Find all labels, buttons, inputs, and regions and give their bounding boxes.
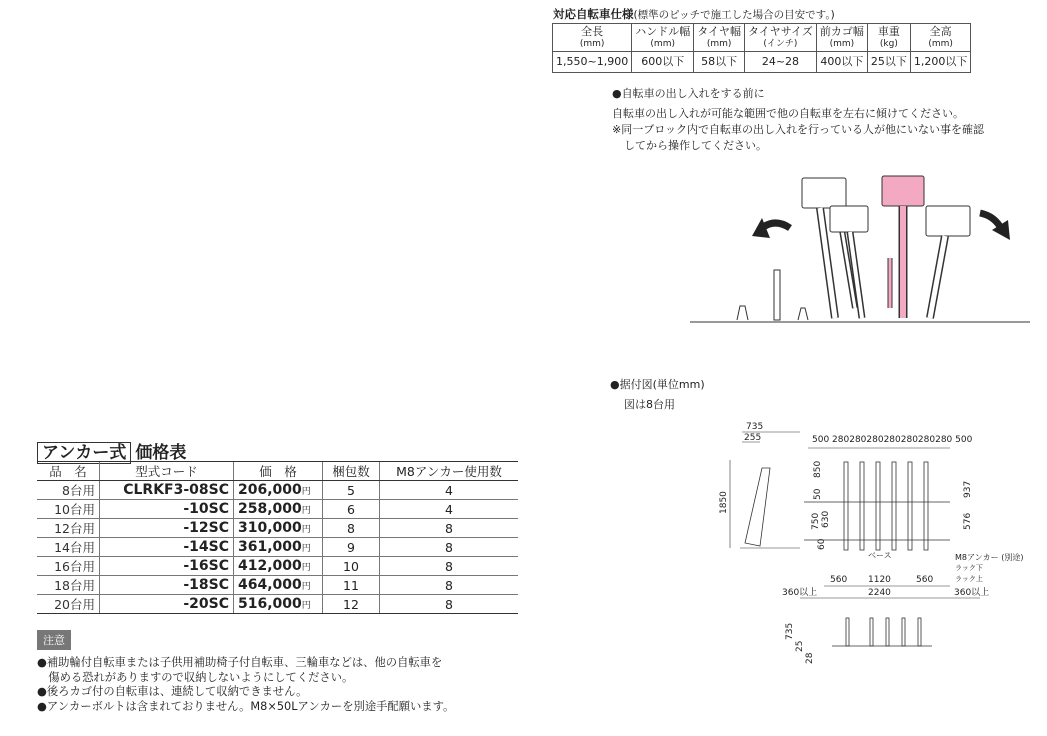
label-anchor: M8アンカー (別途) bbox=[955, 553, 1024, 562]
bicycle-pink bbox=[882, 176, 924, 318]
price-heading-text: 価格表 bbox=[135, 443, 187, 463]
dim-560-a: 560 bbox=[830, 575, 848, 585]
bicycle-illustration bbox=[690, 158, 1030, 328]
price-heading-boxed: アンカー式 bbox=[37, 442, 131, 464]
dim-1850: 1850 bbox=[719, 491, 729, 514]
spec-table bbox=[552, 23, 971, 73]
dim-560-b: 560 bbox=[916, 575, 934, 585]
dim-60: 60 bbox=[817, 538, 827, 550]
spec-value-basket: 400以下 bbox=[816, 52, 867, 73]
tilt-left-arrow bbox=[762, 223, 790, 228]
dim-2240: 2240 bbox=[868, 588, 891, 598]
dim-50: 50 bbox=[813, 488, 823, 500]
notes-line-1: 自転車の出し入れが可能な範囲で他の自転車を左右に傾けてください。 bbox=[612, 107, 964, 120]
plan-view-racks bbox=[804, 462, 950, 550]
label-base: ベース bbox=[868, 551, 892, 560]
spec-value-length: 1,550~1,900 bbox=[553, 52, 632, 73]
spec-value-height: 1,200以下 bbox=[910, 52, 971, 73]
notes-line-2: ※同一ブロック内で自転車の出し入れを行っている人が他にいない事を確認 bbox=[612, 123, 984, 136]
dim-255: 255 bbox=[744, 433, 762, 443]
dim-top-pitch: 500 280280280280280280280 500 bbox=[812, 435, 973, 445]
price-heading bbox=[37, 438, 186, 463]
install-title bbox=[610, 375, 705, 415]
install-title-text: ●据付図(単位mm) bbox=[610, 378, 705, 391]
front-elevation bbox=[832, 618, 932, 646]
caution-item-3: ●アンカーボルトは含まれておりません。M8×50Lアンカーを別途手配願います。 bbox=[37, 699, 455, 713]
dim-bottom-735: 735 bbox=[785, 622, 795, 640]
spec-header-height: 全高 (mm) bbox=[910, 24, 971, 52]
dim-735: 735 bbox=[746, 422, 764, 432]
rack-base-2 bbox=[798, 308, 808, 320]
dim-360-b: 360以上 bbox=[954, 588, 990, 598]
install-subtitle: 図は8台用 bbox=[624, 398, 675, 411]
dim-360-a: 360以上 bbox=[782, 588, 818, 598]
installation-drawing bbox=[700, 418, 1040, 673]
col-name: 品 名 bbox=[37, 462, 100, 481]
bicycle-right bbox=[926, 206, 970, 318]
table-row: 10台用 -10SC 258,000円 6 4 bbox=[37, 500, 518, 519]
spec-header-basket: 前カゴ幅 (mm) bbox=[816, 24, 867, 52]
dim-bottom-25: 25 bbox=[795, 640, 805, 652]
notes-heading: ●自転車の出し入れをする前に bbox=[612, 87, 765, 100]
table-row: 8台用 CLRKF3-08SC 206,000円 5 4 bbox=[37, 481, 518, 500]
bicycle-left bbox=[802, 178, 855, 318]
spec-title-bold: 対応自転車仕様 bbox=[553, 7, 634, 21]
spec-header-tire-width: タイヤ幅 (mm) bbox=[694, 24, 745, 52]
caution-tag: 注意 bbox=[37, 630, 71, 650]
spec-header-tire-size: タイヤサイズ (インチ) bbox=[744, 24, 816, 52]
dim-630: 630 bbox=[821, 510, 831, 528]
spec-title-note: (標準のピッチで施工した場合の目安です。) bbox=[633, 9, 835, 21]
dim-750: 750 bbox=[811, 512, 821, 530]
spec-header-handle: ハンドル幅 (mm) bbox=[632, 24, 694, 52]
label-rack-low: ラック下 bbox=[955, 564, 983, 572]
notes-line-3: してから操作してください。 bbox=[624, 139, 767, 152]
spec-value-handle: 600以下 bbox=[632, 52, 694, 73]
spec-value-tire-width: 58以下 bbox=[694, 52, 745, 73]
caution-list bbox=[37, 656, 454, 714]
col-pack: 梱包数 bbox=[323, 462, 380, 481]
price-table bbox=[37, 461, 518, 614]
col-anchor: M8アンカー使用数 bbox=[380, 462, 519, 481]
col-price: 価 格 bbox=[234, 462, 323, 481]
spec-header-length: 全長 (mm) bbox=[553, 24, 632, 52]
spec-value-tire-size: 24~28 bbox=[744, 52, 816, 73]
label-rack-up: ラック上 bbox=[955, 575, 983, 583]
table-row: 18台用 -18SC 464,000円 11 8 bbox=[37, 576, 518, 595]
dim-937: 937 bbox=[963, 480, 973, 498]
table-row: 12台用 -12SC 310,000円 8 8 bbox=[37, 519, 518, 538]
spec-header-weight: 車重 (kg) bbox=[867, 24, 910, 52]
spec-title bbox=[553, 6, 835, 22]
caution-item-2: ●後ろカゴ付の自転車は、連続して収納できません。 bbox=[37, 685, 308, 698]
dim-576: 576 bbox=[963, 512, 973, 530]
dim-bottom-28: 28 bbox=[805, 652, 815, 664]
caution-item-1-cont: 傷める恐れがありますので収納しないようにしてください。 bbox=[37, 670, 354, 684]
side-view-rack bbox=[745, 468, 770, 546]
table-row: 16台用 -16SC 412,000円 10 8 bbox=[37, 557, 518, 576]
spec-value-weight: 25以下 bbox=[867, 52, 910, 73]
table-row: 20台用 -20SC 516,000円 12 8 bbox=[37, 595, 518, 614]
caution-item-1: ●補助輪付自転車または子供用補助椅子付自転車、三輪車などは、他の自転車を bbox=[37, 656, 443, 669]
usage-notes bbox=[612, 86, 984, 154]
col-code: 型式コード bbox=[100, 462, 234, 481]
dim-850: 850 bbox=[813, 460, 823, 478]
dim-1120: 1120 bbox=[868, 575, 891, 585]
rack-base-1 bbox=[737, 306, 748, 320]
empty-rack bbox=[774, 270, 780, 320]
table-row: 14台用 -14SC 361,000円 9 8 bbox=[37, 538, 518, 557]
